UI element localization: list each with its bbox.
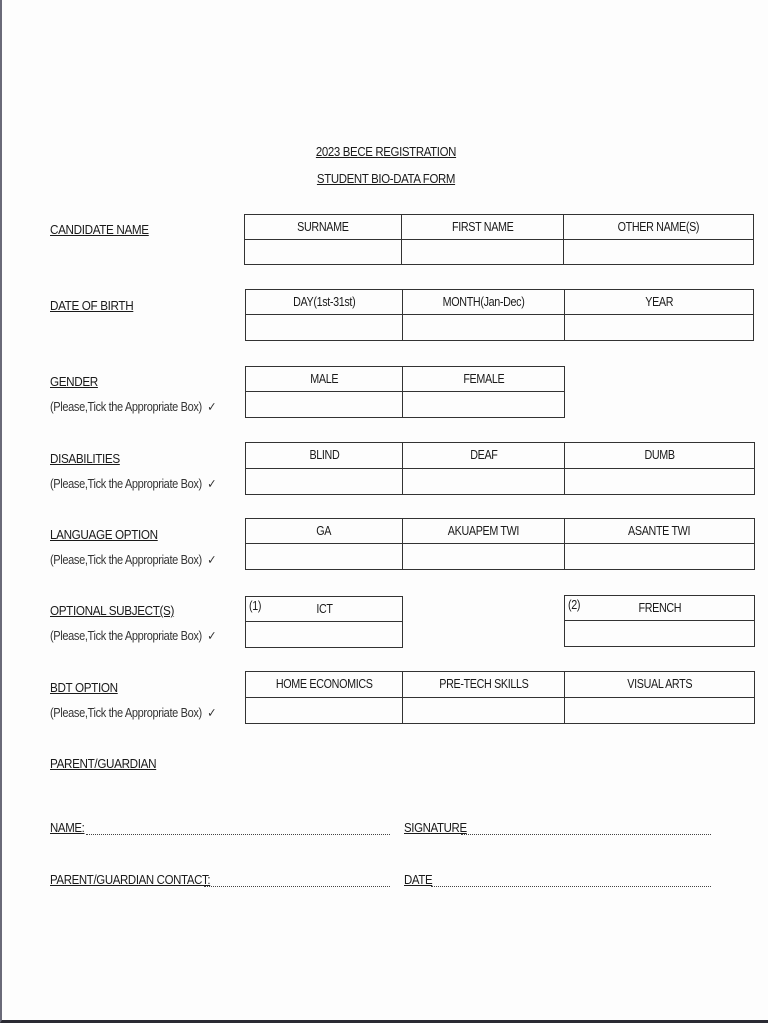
- gender-hint: (Please,Tick the Appropriate Box) ✓: [50, 400, 217, 414]
- first-name-header: FIRST NAME: [402, 215, 564, 239]
- male-tick-box[interactable]: [246, 392, 403, 417]
- parent-name-label: NAME:: [50, 820, 85, 835]
- parent-contact-field[interactable]: [204, 886, 390, 887]
- tick-mark-icon: ✓: [207, 477, 217, 491]
- female-header: FEMALE: [463, 372, 504, 386]
- date-field[interactable]: [431, 886, 711, 887]
- home-economics-tick-box[interactable]: [246, 698, 403, 724]
- visual-arts-header: VISUAL ARTS: [627, 677, 692, 692]
- form-subtitle: STUDENT BIO-DATA FORM: [316, 171, 456, 186]
- french-tick-box[interactable]: [565, 621, 754, 646]
- other-names-header: OTHER NAME(S): [617, 219, 700, 234]
- month-field[interactable]: [403, 315, 565, 340]
- gender-table: [245, 366, 565, 418]
- language-option-table: [245, 518, 755, 570]
- blind-header: BLIND: [246, 443, 403, 468]
- deaf-tick-box[interactable]: [403, 469, 565, 495]
- language-option-label: LANGUAGE OPTION: [50, 527, 158, 542]
- candidate-name-label: CANDIDATE NAME: [50, 222, 149, 237]
- ict-header: (1) ICT: [249, 599, 333, 616]
- gender-label: GENDER: [50, 374, 98, 389]
- language-option-hint: (Please,Tick the Appropriate Box) ✓: [50, 553, 217, 567]
- asante-twi-tick-box[interactable]: [565, 544, 754, 569]
- bdt-option-table: [245, 671, 755, 724]
- male-header: MALE: [246, 367, 403, 391]
- tick-mark-icon: ✓: [207, 629, 217, 643]
- akuapem-twi-header: AKUAPEM TWI: [403, 519, 565, 543]
- signature-field[interactable]: [461, 834, 711, 835]
- parent-contact-row: [50, 872, 232, 887]
- blind-tick-box[interactable]: [246, 469, 403, 495]
- optional-subjects-label: OPTIONAL SUBJECT(S): [50, 603, 175, 618]
- month-header: MONTH(Jan-Dec): [403, 290, 565, 314]
- parent-name-field[interactable]: [86, 834, 390, 835]
- candidate-name-table: [244, 214, 754, 265]
- akuapem-twi-tick-box[interactable]: [403, 544, 565, 569]
- ict-tick-box[interactable]: [246, 622, 402, 647]
- ga-tick-box[interactable]: [246, 544, 403, 569]
- french-table: [564, 595, 755, 647]
- bdt-option-label: BDT OPTION: [50, 680, 118, 695]
- date-row: [404, 872, 436, 887]
- optional-subjects-hint: (Please,Tick the Appropriate Box) ✓: [50, 629, 217, 643]
- signature-label: SIGNATURE: [404, 820, 467, 835]
- date-label: DATE: [404, 872, 433, 887]
- pre-tech-skills-header: PRE-TECH SKILLS: [403, 672, 565, 697]
- year-header: YEAR: [645, 295, 673, 309]
- home-economics-header: HOME ECONOMICS: [246, 672, 403, 697]
- ga-header: GA: [246, 519, 403, 543]
- other-names-field[interactable]: [564, 240, 753, 265]
- female-tick-box[interactable]: [403, 392, 564, 417]
- tick-mark-icon: ✓: [207, 706, 217, 720]
- parent-name-row: [50, 820, 89, 835]
- pre-tech-skills-tick-box[interactable]: [403, 698, 565, 724]
- disabilities-hint: (Please,Tick the Appropriate Box) ✓: [50, 477, 217, 491]
- day-field[interactable]: [246, 315, 403, 340]
- parent-contact-label: PARENT/GUARDIAN CONTACT:: [50, 872, 211, 887]
- date-of-birth-table: [245, 289, 754, 341]
- surname-field[interactable]: [245, 240, 402, 265]
- day-header: DAY(1st-31st): [246, 290, 403, 314]
- deaf-header: DEAF: [403, 443, 565, 468]
- disabilities-table: [245, 442, 755, 495]
- tick-mark-icon: ✓: [207, 553, 217, 567]
- surname-header: SURNAME: [245, 215, 402, 239]
- bdt-option-hint: (Please,Tick the Appropriate Box) ✓: [50, 706, 217, 720]
- date-of-birth-label: DATE OF BIRTH: [50, 298, 134, 313]
- disabilities-label: DISABILITIES: [50, 451, 120, 466]
- dumb-tick-box[interactable]: [565, 469, 754, 495]
- form-title: 2023 BECE REGISTRATION: [315, 144, 457, 159]
- dumb-header: DUMB: [644, 448, 675, 463]
- parent-guardian-heading: PARENT/GUARDIAN: [50, 756, 157, 771]
- first-name-field[interactable]: [402, 240, 564, 265]
- ict-table: [245, 596, 403, 648]
- visual-arts-tick-box[interactable]: [565, 698, 754, 724]
- year-field[interactable]: [565, 315, 753, 340]
- french-header: (2) FRENCH: [568, 598, 681, 615]
- asante-twi-header: ASANTE TWI: [628, 524, 691, 538]
- tick-mark-icon: ✓: [207, 400, 217, 414]
- signature-row: [404, 820, 475, 835]
